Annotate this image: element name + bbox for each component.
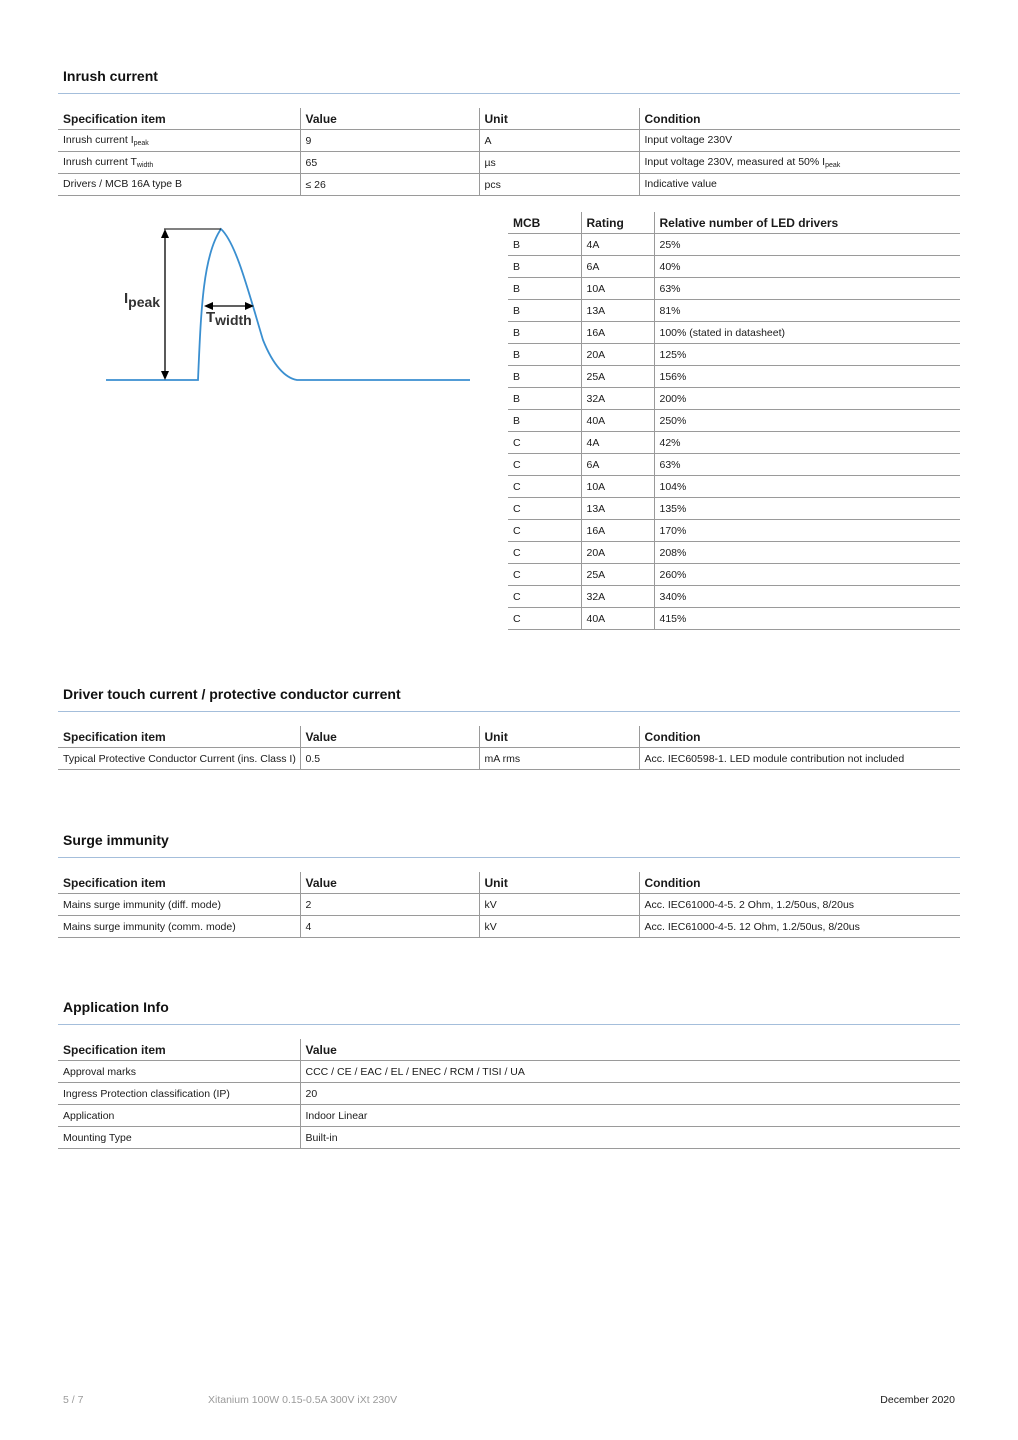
rating-cell: 4A (581, 234, 654, 256)
column-header: Relative number of LED drivers (654, 212, 960, 234)
rating-cell: 6A (581, 256, 654, 278)
ipeak-label: Ipeak (124, 290, 161, 310)
table-row (508, 608, 960, 630)
column-header: Condition (639, 872, 960, 894)
column-header: Specification item (58, 108, 300, 130)
relative-number-cell: 250% (654, 410, 960, 432)
table-row (508, 454, 960, 476)
rating-cell: 13A (581, 498, 654, 520)
mcb-table (508, 212, 960, 630)
relative-number-cell: 170% (654, 520, 960, 542)
ipeak-arrow-head-bottom (161, 371, 169, 380)
table-row (58, 1105, 960, 1127)
spec-item-cell: Approval marks (58, 1061, 300, 1083)
column-header: Rating (581, 212, 654, 234)
section-title: Surge immunity (58, 832, 960, 858)
column-header: Specification item (58, 872, 300, 894)
mcb-type-cell: C (508, 608, 581, 630)
table-row (58, 916, 960, 938)
column-header: Value (300, 108, 479, 130)
mcb-type-cell: B (508, 366, 581, 388)
relative-number-cell: 156% (654, 366, 960, 388)
table-row (508, 410, 960, 432)
mcb-type-cell: C (508, 476, 581, 498)
unit-cell: kV (479, 894, 639, 916)
rating-cell: 16A (581, 322, 654, 344)
table-header-row (58, 726, 960, 748)
table-row (58, 1083, 960, 1105)
value-cell: 4 (300, 916, 479, 938)
table-header-row (508, 212, 960, 234)
table-row (508, 498, 960, 520)
rating-cell: 32A (581, 388, 654, 410)
mcb-type-cell: B (508, 344, 581, 366)
section-title: Driver touch current / protective conductor current (58, 686, 960, 712)
relative-number-cell: 42% (654, 432, 960, 454)
spec-item-cell: Drivers / MCB 16A type B (58, 174, 300, 196)
document-date: December 2020 (880, 1394, 955, 1406)
table-row (508, 300, 960, 322)
value-cell: 9 (300, 130, 479, 152)
section-title: Inrush current (58, 68, 960, 94)
page-number: 5 / 7 (63, 1394, 84, 1406)
value-cell: 20 (300, 1083, 960, 1105)
mcb-type-cell: C (508, 454, 581, 476)
unit-cell: µs (479, 152, 639, 174)
mcb-type-cell: B (508, 300, 581, 322)
unit-cell: A (479, 130, 639, 152)
relative-number-cell: 125% (654, 344, 960, 366)
column-header: Value (300, 726, 479, 748)
relative-number-cell: 81% (654, 300, 960, 322)
spec-item-cell: Typical Protective Conductor Current (ins. Class I) (58, 748, 300, 770)
rating-cell: 25A (581, 366, 654, 388)
spec-item-cell: Inrush current $T_{width}$ (58, 152, 300, 174)
condition-cell: Acc. IEC61000-4-5. 2 Ohm, 1.2/50us, 8/20us (639, 894, 960, 916)
relative-number-cell: 200% (654, 388, 960, 410)
rating-cell: 16A (581, 520, 654, 542)
spec-item-cell: Mains surge immunity (comm. mode) (58, 916, 300, 938)
table-row (58, 1127, 960, 1149)
relative-number-cell: 415% (654, 608, 960, 630)
column-header: MCB (508, 212, 581, 234)
relative-number-cell: 340% (654, 586, 960, 608)
table-row (58, 174, 960, 196)
spec-item-cell: Mains surge immunity (diff. mode) (58, 894, 300, 916)
column-header: Specification item (58, 726, 300, 748)
value-cell: Indoor Linear (300, 1105, 960, 1127)
table-header-row (58, 872, 960, 894)
table-row (508, 366, 960, 388)
mcb-type-cell: C (508, 498, 581, 520)
table-row (508, 234, 960, 256)
condition-cell: Acc. IEC60598-1. LED module contribution not included (639, 748, 960, 770)
surge-immunity-section (58, 832, 960, 938)
rating-cell: 4A (581, 432, 654, 454)
rating-cell: 20A (581, 344, 654, 366)
column-header: Value (300, 872, 479, 894)
table-row (508, 564, 960, 586)
table-row (508, 476, 960, 498)
column-header: Specification item (58, 1039, 300, 1061)
relative-number-cell: 208% (654, 542, 960, 564)
rating-cell: 20A (581, 542, 654, 564)
table-row (508, 322, 960, 344)
value-cell: ≤ 26 (300, 174, 479, 196)
spec-item-cell: Inrush current $I_{peak}$ (58, 130, 300, 152)
mcb-type-cell: B (508, 256, 581, 278)
table-header-row (58, 1039, 960, 1061)
mcb-type-cell: C (508, 520, 581, 542)
touch-current-section (58, 686, 960, 770)
relative-number-cell: 25% (654, 234, 960, 256)
value-cell: 2 (300, 894, 479, 916)
table-row (508, 432, 960, 454)
table-row (508, 278, 960, 300)
inrush-spec-table (58, 108, 960, 196)
unit-cell: mA rms (479, 748, 639, 770)
value-cell: Built-in (300, 1127, 960, 1149)
touch-current-table (58, 726, 960, 770)
relative-number-cell: 100% (stated in datasheet) (654, 322, 960, 344)
rating-cell: 40A (581, 410, 654, 432)
column-header: Unit (479, 872, 639, 894)
relative-number-cell: 135% (654, 498, 960, 520)
product-name: Xitanium 100W 0.15-0.5A 300V iXt 230V (208, 1394, 398, 1406)
rating-cell: 10A (581, 476, 654, 498)
relative-number-cell: 260% (654, 564, 960, 586)
mcb-type-cell: C (508, 432, 581, 454)
spec-item-cell: Application (58, 1105, 300, 1127)
section-title: Application Info (58, 999, 960, 1025)
condition-cell: Input voltage 230V (639, 130, 960, 152)
mcb-type-cell: C (508, 542, 581, 564)
application-info-section (58, 999, 960, 1149)
condition-cell: Indicative value (639, 174, 960, 196)
rating-cell: 10A (581, 278, 654, 300)
table-row (508, 586, 960, 608)
table-row (508, 344, 960, 366)
application-info-table (58, 1039, 960, 1149)
column-header: Value (300, 1039, 960, 1061)
spec-item-cell: Mounting Type (58, 1127, 300, 1149)
column-header: Condition (639, 726, 960, 748)
ipeak-arrow-head-top (161, 229, 169, 238)
mcb-type-cell: B (508, 278, 581, 300)
column-header: Unit (479, 108, 639, 130)
mcb-type-cell: B (508, 234, 581, 256)
rating-cell: 6A (581, 454, 654, 476)
table-row (58, 1061, 960, 1083)
table-header-row (58, 108, 960, 130)
column-header: Condition (639, 108, 960, 130)
spec-item-cell: Ingress Protection classification (IP) (58, 1083, 300, 1105)
relative-number-cell: 63% (654, 278, 960, 300)
inrush-waveform-diagram (100, 215, 480, 390)
relative-number-cell: 40% (654, 256, 960, 278)
relative-number-cell: 104% (654, 476, 960, 498)
waveform-line (106, 229, 470, 380)
table-row (508, 388, 960, 410)
table-row (508, 520, 960, 542)
unit-cell: pcs (479, 174, 639, 196)
unit-cell: kV (479, 916, 639, 938)
table-row (58, 748, 960, 770)
condition-cell: Acc. IEC61000-4-5. 12 Ohm, 1.2/50us, 8/20us (639, 916, 960, 938)
mcb-type-cell: B (508, 322, 581, 344)
value-cell: 65 (300, 152, 479, 174)
value-cell: CCC / CE / EAC / EL / ENEC / RCM / TISI / UA (300, 1061, 960, 1083)
rating-cell: 40A (581, 608, 654, 630)
inrush-section (58, 68, 960, 196)
table-row (58, 152, 960, 174)
table-row (508, 542, 960, 564)
rating-cell: 32A (581, 586, 654, 608)
table-row (58, 130, 960, 152)
mcb-type-cell: B (508, 388, 581, 410)
table-row (58, 894, 960, 916)
rating-cell: 13A (581, 300, 654, 322)
twidth-label: Twidth (206, 309, 252, 328)
relative-number-cell: 63% (654, 454, 960, 476)
condition-cell: Input voltage 230V, measured at 50% $I_{peak}$ (639, 152, 960, 174)
mcb-type-cell: B (508, 410, 581, 432)
mcb-type-cell: C (508, 564, 581, 586)
value-cell: 0.5 (300, 748, 479, 770)
column-header: Unit (479, 726, 639, 748)
rating-cell: 25A (581, 564, 654, 586)
mcb-type-cell: C (508, 586, 581, 608)
surge-immunity-table (58, 872, 960, 938)
table-row (508, 256, 960, 278)
